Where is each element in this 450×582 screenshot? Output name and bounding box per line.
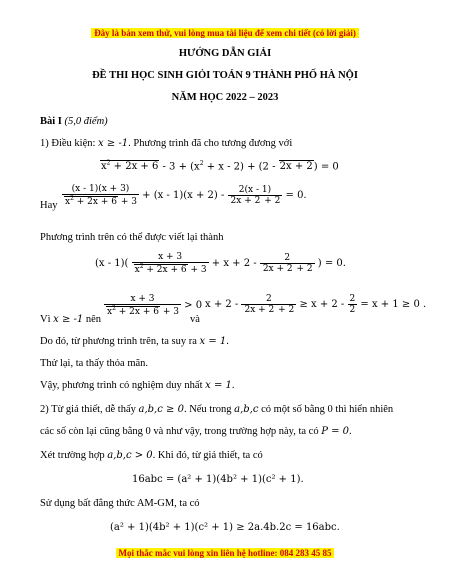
paragraph-case: Xét trường hợp a,b,c > 0. Khi đó, từ giả thiết, ta có xyxy=(40,450,263,461)
preview-banner: Đây là bản xem thử, vui lòng mua tài liệu để xem chi tiết (có lời giải) xyxy=(0,28,450,38)
paragraph-dodo: Do đó, từ phương trình trên, ta suy ra x = 1. xyxy=(40,336,229,347)
paragraph-amgm: Sử dụng bất đẳng thức AM-GM, ta có xyxy=(40,498,200,509)
doc-subtitle: ĐỀ THI HỌC SINH GIỎI TOÁN 9 THÀNH PHỐ HÀ NỘI xyxy=(92,70,358,81)
label-hay: Hay xyxy=(40,200,58,211)
paragraph-rewrite: Phương trình trên có thể được viết lại thành xyxy=(40,232,224,243)
paragraph-vi: Vì x ≥ -1 nên xyxy=(40,314,102,325)
equation-1: $x^2 + 2x + 6 - 3 + (x^2 + x - 2) + (2 - 2x + 2) = 0$ xyxy=(101,160,339,173)
paragraph-conclusion: Vậy, phương trình có nghiệm duy nhất x = 1. xyxy=(40,380,235,391)
equation-amgm: (a² + 1)(4b² + 1)(c² + 1) ≥ 2a.4b.2c = 16abc. xyxy=(110,522,340,533)
paragraph-thu-lai: Thử lại, ta thấy thỏa mãn. xyxy=(40,358,149,369)
paragraph-condition: 1) Điều kiện: x ≥ -1. Phương trình đã cho tương đương với xyxy=(40,138,293,149)
doc-title: HƯỚNG DẪN GIẢI xyxy=(178,48,272,59)
inequality-2: x + 2 - $\frac{2}{2x + 2 + 2}$ ≥ x + 2 - $\frac{2}{2}$ = x + 1 ≥ 0 . xyxy=(205,294,427,315)
footer-hotline: Mọi thắc mắc vui lòng xin liên hệ hotline: 084 283 45 85 xyxy=(118,548,332,558)
paragraph-part2-line2: các số còn lại cũng bằng 0 và như vậy, trong trường hợp này, ta có P = 0. xyxy=(40,426,352,437)
equation-3: (x - 1)( $\frac{x + 3}{x^2 + 2x + 6 + 3}$ + x + 2 - $\frac{2}{2x + 2 + 2}$ ) = 0. xyxy=(95,252,346,275)
equation-2: $\frac{(x - 1)(x + 3)}{x^2 + 2x + 6 + 3}$ + (x - 1)(x + 2) - $\frac{2(x - 1)}{2x + 2 + 2}$ = 0. xyxy=(62,184,307,207)
section-heading: Bài I (5,0 điểm) xyxy=(40,116,108,127)
paragraph-part2: 2) Từ giả thiết, dễ thấy a,b,c ≥ 0. Nếu trong a,b,c có một số bằng 0 thì hiển nhiên xyxy=(40,404,394,415)
inequality-1: $\frac{x + 3}{x^2 + 2x + 6 + 3}$ > 0 xyxy=(104,294,202,317)
label-va: và xyxy=(190,314,200,325)
equation-16abc: 16abc = (a² + 1)(4b² + 1)(c² + 1). xyxy=(132,474,304,485)
doc-year: NĂM HỌC 2022 – 2023 xyxy=(171,92,279,103)
